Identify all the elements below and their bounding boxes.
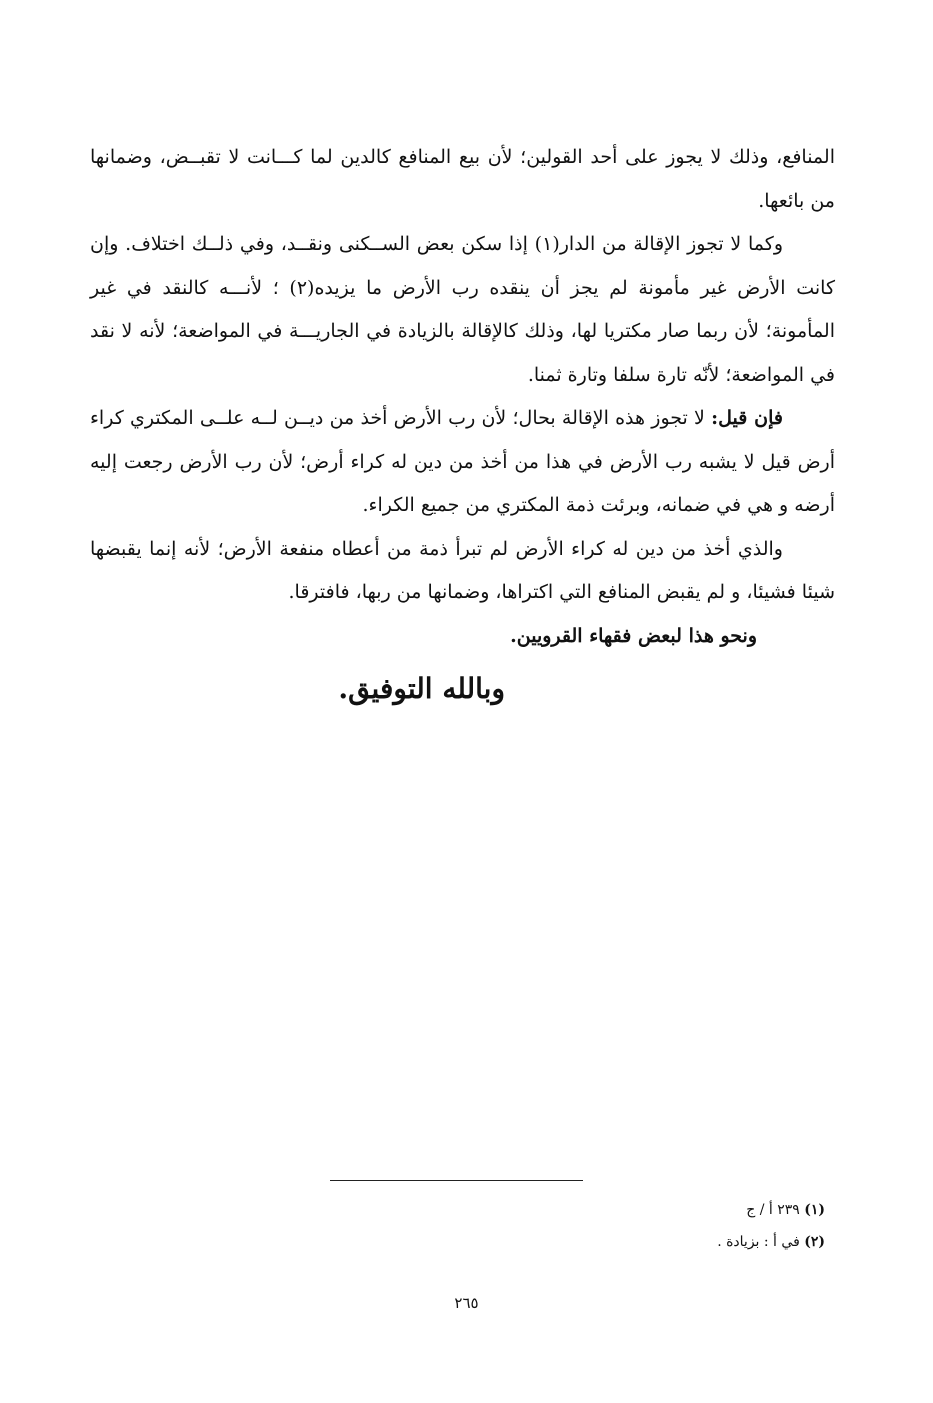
page-number: ٢٦٥ bbox=[454, 1294, 479, 1312]
paragraph-3 bbox=[90, 397, 835, 528]
footnotes bbox=[425, 1194, 825, 1258]
closing-formula: وبالله التوفيق. bbox=[338, 672, 505, 705]
paragraph-4: والذي أخذ من دين له كراء الأرض لم تبرأ ذمة من أعطاه منفعة الأرض؛ لأنه إنما يقبضها شيئا فشيئا، و لم يقبض المنافع التي اكتراها، وضمانها من ربها، فافترقا. bbox=[90, 537, 835, 603]
footnote-1-number: (١) bbox=[804, 1202, 825, 1218]
closing-note: ونحو هذا لبعض فقهاء القرويين. bbox=[510, 624, 757, 647]
footnote-divider bbox=[330, 1180, 583, 1181]
main-text-block bbox=[90, 136, 835, 720]
footnote-2-number: (٢) bbox=[804, 1234, 825, 1250]
paragraph-2: وكما لا تجوز الإقالة من الدار(١) إذا سكن بعض الســكنى ونقــد، وفي ذلــك اختلاف. وإن كانت الأرض غير مأمونة لم يجز أن ينقده رب الأرض ما يزيده(٢) ؛ لأنـــه كالنقد في غير المأمونة؛ لأن ربما صار مكتريا لها، وذلك كالإقالة بالزيادة في الجاريـــة في المواضعة؛ لأنه لا نقد في المواضعة؛ لأنّه تارة سلفا وتارة ثمنا. bbox=[90, 233, 835, 386]
paragraph-3-lead: فإن قيل: bbox=[711, 407, 783, 429]
footnote-1 bbox=[425, 1194, 825, 1226]
footnote-2-text: في أ : بزيادة . bbox=[717, 1234, 800, 1250]
paragraph-1: المنافع، وذلك لا يجوز على أحد القولين؛ لأن بيع المنافع كالدين لما كـــانت لا تقبــض، وضمانها من بائعها. bbox=[90, 146, 835, 212]
footnote-1-text: ٢٣٩ أ / ج bbox=[746, 1202, 800, 1218]
paragraph-3-body: لا تجوز هذه الإقالة بحال؛ لأن رب الأرض أخذ من ديــن لــه علــى المكتري كراء أرض قيل لا يشبه رب الأرض في هذا من أخذ من دين له كراء أرض؛ لأن رب الأرض رجعت إليه أرضه و هي في ضمانه، وبرئت ذمة المكتري من جميع الكراء. bbox=[90, 407, 835, 516]
footnote-2 bbox=[425, 1226, 825, 1258]
